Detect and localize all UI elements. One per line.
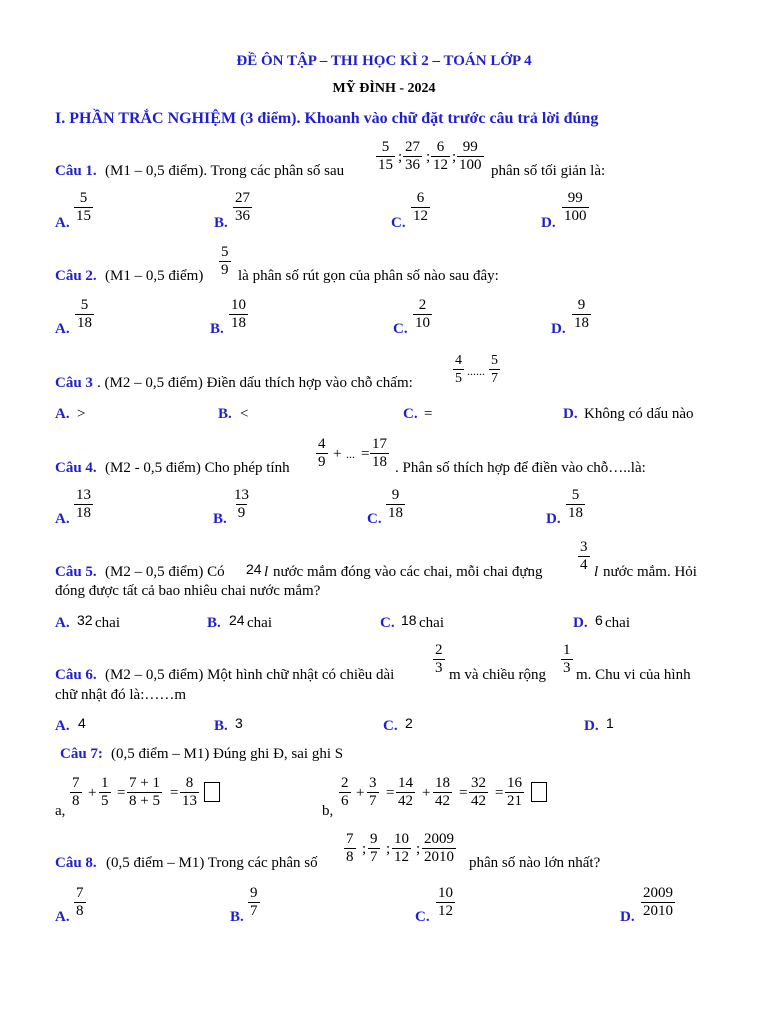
- question-text-line2: chữ nhật đó là:……m: [55, 687, 187, 703]
- question-text: (M1 – 0,5 điểm): [105, 268, 204, 284]
- fraction: $\frac{4}{9}$: [318, 436, 326, 470]
- plus-sign: +: [356, 785, 365, 801]
- fraction: $\frac{32}{42}$: [471, 775, 486, 809]
- option-d-text[interactable]: Không có dấu nào: [584, 406, 694, 422]
- fraction: $\frac{2}{3}$: [435, 642, 443, 676]
- fraction: $\frac{3}{4}$: [580, 539, 588, 573]
- fraction: $\frac{3}{7}$: [369, 775, 377, 809]
- option-d-letter[interactable]: D.: [546, 511, 561, 527]
- option-c-fraction[interactable]: $\frac{10}{12}$: [438, 885, 453, 919]
- option-c-fraction[interactable]: $\frac{9}{18}$: [388, 487, 403, 521]
- fraction: $\frac{8}{13}$: [182, 775, 197, 809]
- option-d-fraction[interactable]: $\frac{2009}{2010}$: [643, 885, 673, 919]
- question-text: phân số nào lớn nhất?: [469, 855, 601, 871]
- fraction: $\frac{27}{36}$: [405, 139, 420, 173]
- option-a-value[interactable]: 32: [77, 612, 93, 628]
- question-text: nước mắm đóng vào các chai, mỗi chai đựng: [273, 564, 543, 580]
- option-d-letter[interactable]: D.: [584, 718, 599, 734]
- option-c-value[interactable]: 2: [405, 715, 413, 731]
- option-b-letter[interactable]: B.: [214, 718, 228, 734]
- option-a-fraction[interactable]: $\frac{5}{15}$: [76, 190, 91, 224]
- blank-dots: ......: [467, 364, 485, 378]
- plus-sign: +: [422, 785, 431, 801]
- sub-label-a: a,: [55, 803, 66, 819]
- fraction: $\frac{10}{12}$: [394, 831, 409, 865]
- option-d-value[interactable]: 6: [595, 612, 603, 628]
- question-text: (M2 - 0,5 điểm) Cho phép tính: [105, 460, 290, 476]
- separator: ;: [386, 841, 391, 857]
- fraction: $\frac{99}{100}$: [459, 139, 482, 173]
- question-text: . Phân số thích hợp để điền vào chỗ…..là:: [395, 460, 646, 476]
- question-text: (0,5 điểm – M1) Đúng ghi Đ, sai ghi S: [111, 746, 344, 762]
- option-b-text[interactable]: <: [240, 406, 249, 422]
- question-text-line2: đóng được tất cả bao nhiêu chai nước mắm?: [55, 583, 321, 599]
- option-c-fraction[interactable]: $\frac{2}{10}$: [415, 297, 430, 331]
- equals-sign: =: [386, 785, 395, 801]
- fraction: $\frac{7}{8}$: [346, 831, 354, 865]
- option-a-fraction[interactable]: $\frac{7}{8}$: [76, 885, 84, 919]
- amount-value: 24: [246, 561, 262, 577]
- fraction: $\frac{1}{3}$: [563, 642, 571, 676]
- question-label: Câu 4.: [55, 460, 97, 476]
- option-d-letter[interactable]: D.: [620, 909, 635, 925]
- option-a-letter[interactable]: A.: [55, 215, 70, 231]
- option-b-fraction[interactable]: $\frac{13}{9}$: [234, 487, 249, 521]
- question-text: (M1 – 0,5 điểm). Trong các phân số sau: [105, 163, 345, 179]
- option-a-fraction[interactable]: $\frac{13}{18}$: [76, 487, 91, 521]
- option-c-text[interactable]: chai: [419, 615, 444, 631]
- question-text: (M2 – 0,5 điểm) Một hình chữ nhật có chiều dài: [105, 667, 395, 683]
- option-d-text[interactable]: chai: [605, 615, 630, 631]
- option-b-fraction[interactable]: $\frac{27}{36}$: [235, 190, 250, 224]
- option-c-letter[interactable]: C.: [367, 511, 382, 527]
- question-text: m và chiều rộng: [449, 667, 547, 683]
- option-c-letter[interactable]: C.: [383, 718, 398, 734]
- fraction: $\frac{9}{7}$: [370, 831, 378, 865]
- fraction: $\frac{5}{7}$: [491, 353, 498, 386]
- fraction: $\frac{7}{8}$: [72, 775, 80, 809]
- option-b-fraction[interactable]: $\frac{9}{7}$: [250, 885, 258, 919]
- option-b-value[interactable]: 3: [235, 715, 243, 731]
- question-label: Câu 3: [55, 375, 93, 391]
- question-label: Câu 1.: [55, 163, 97, 179]
- option-c-letter[interactable]: C.: [391, 215, 406, 231]
- question-text: nước mắm. Hỏi: [603, 564, 697, 580]
- option-c-letter[interactable]: C.: [403, 406, 418, 422]
- question-label: Câu 7:: [60, 746, 103, 762]
- equals-sign: =: [495, 785, 504, 801]
- option-a-letter[interactable]: A.: [55, 909, 70, 925]
- option-d-fraction[interactable]: $\frac{99}{100}$: [564, 190, 587, 224]
- sub-label-b: b,: [322, 803, 334, 819]
- equals-sign: =: [361, 446, 370, 462]
- separator: ;: [452, 149, 457, 165]
- fraction: $\frac{5}{9}$: [221, 244, 229, 278]
- equals-sign: =: [170, 785, 179, 801]
- fraction: $\frac{18}{42}$: [435, 775, 450, 809]
- equals-sign: =: [459, 785, 468, 801]
- plus-sign: +: [88, 785, 97, 801]
- option-b-letter[interactable]: B.: [218, 406, 232, 422]
- separator: ;: [398, 149, 403, 165]
- question-text: m. Chu vi của hình: [576, 667, 691, 683]
- option-d-letter[interactable]: D.: [573, 615, 588, 631]
- option-d-letter[interactable]: D.: [563, 406, 578, 422]
- option-a-text[interactable]: chai: [95, 615, 120, 631]
- option-b-letter[interactable]: B.: [214, 215, 228, 231]
- option-a-fraction[interactable]: $\frac{5}{18}$: [77, 297, 92, 331]
- option-d-fraction[interactable]: $\frac{5}{18}$: [568, 487, 583, 521]
- option-c-letter[interactable]: C.: [415, 909, 430, 925]
- question-text: . (M2 – 0,5 điểm) Điền dấu thích hợp vào chỗ chấm:: [97, 375, 413, 391]
- separator: ;: [426, 149, 431, 165]
- question-label: Câu 8.: [55, 855, 97, 871]
- plus-sign: +: [333, 446, 342, 462]
- page-subtitle: MỸ ĐÌNH - 2024: [332, 81, 436, 96]
- fraction: $\frac{4}{5}$: [455, 353, 462, 386]
- separator: ;: [362, 841, 367, 857]
- answer-box-b[interactable]: [531, 782, 547, 802]
- question-label: Câu 2.: [55, 268, 97, 284]
- fraction: $\frac{17}{18}$: [372, 436, 387, 470]
- question-text: là phân số rút gọn của phân số nào sau đây:: [238, 268, 499, 284]
- fraction: $\frac{6}{12}$: [433, 139, 448, 173]
- equals-sign: =: [117, 785, 126, 801]
- section-heading: I. PHẦN TRẮC NGHIỆM (3 điểm). Khoanh vào chữ đặt trước câu trả lời đúng: [55, 110, 599, 127]
- fraction: $\frac{2009}{2010}$: [424, 831, 454, 865]
- fraction: $\frac{1}{5}$: [101, 775, 109, 809]
- separator: ;: [416, 841, 421, 857]
- fraction: $\frac{16}{21}$: [507, 775, 522, 809]
- option-a-letter[interactable]: A.: [55, 511, 70, 527]
- blank: ...: [346, 447, 355, 461]
- option-b-value[interactable]: 24: [229, 612, 245, 628]
- option-d-letter[interactable]: D.: [551, 321, 566, 337]
- option-c-letter[interactable]: C.: [380, 615, 395, 631]
- fraction: $\frac{14}{42}$: [398, 775, 413, 809]
- option-a-letter[interactable]: A.: [55, 718, 70, 734]
- question-text: (M2 – 0,5 điểm) Có: [105, 564, 225, 580]
- question-label: Câu 6.: [55, 667, 97, 683]
- fraction: $\frac{2}{6}$: [341, 775, 349, 809]
- option-c-fraction[interactable]: $\frac{6}{12}$: [413, 190, 428, 224]
- option-a-letter[interactable]: A.: [55, 406, 70, 422]
- option-a-value[interactable]: 4: [78, 715, 86, 731]
- question-text: (0,5 điểm – M1) Trong các phân số: [106, 855, 318, 871]
- unit-liter: l: [594, 564, 599, 580]
- page-title: ĐỀ ÔN TẬP – THI HỌC KÌ 2 – TOÁN LỚP 4: [236, 53, 532, 69]
- option-d-fraction[interactable]: $\frac{9}{18}$: [574, 297, 589, 331]
- option-a-letter[interactable]: A.: [55, 321, 70, 337]
- fraction: $\frac{7 + 1}{8 + 5}$: [129, 775, 160, 809]
- option-c-value[interactable]: 18: [401, 612, 417, 628]
- option-c-letter[interactable]: C.: [393, 321, 408, 337]
- option-b-letter[interactable]: B.: [213, 511, 227, 527]
- option-b-letter[interactable]: B.: [207, 615, 221, 631]
- option-a-text[interactable]: >: [77, 406, 86, 422]
- unit-liter: l: [264, 564, 269, 580]
- question-text: phân số tối giản là:: [491, 163, 606, 179]
- option-d-letter[interactable]: D.: [541, 215, 556, 231]
- option-a-letter[interactable]: A.: [55, 615, 70, 631]
- option-b-letter[interactable]: B.: [210, 321, 224, 337]
- option-d-value[interactable]: 1: [606, 715, 614, 731]
- fraction: $\frac{5}{15}$: [378, 139, 393, 173]
- question-label: Câu 5.: [55, 564, 97, 580]
- option-b-fraction[interactable]: $\frac{10}{18}$: [231, 297, 246, 331]
- option-b-text[interactable]: chai: [247, 615, 272, 631]
- option-b-letter[interactable]: B.: [230, 909, 244, 925]
- option-c-text[interactable]: =: [424, 406, 433, 422]
- answer-box-a[interactable]: [204, 782, 220, 802]
